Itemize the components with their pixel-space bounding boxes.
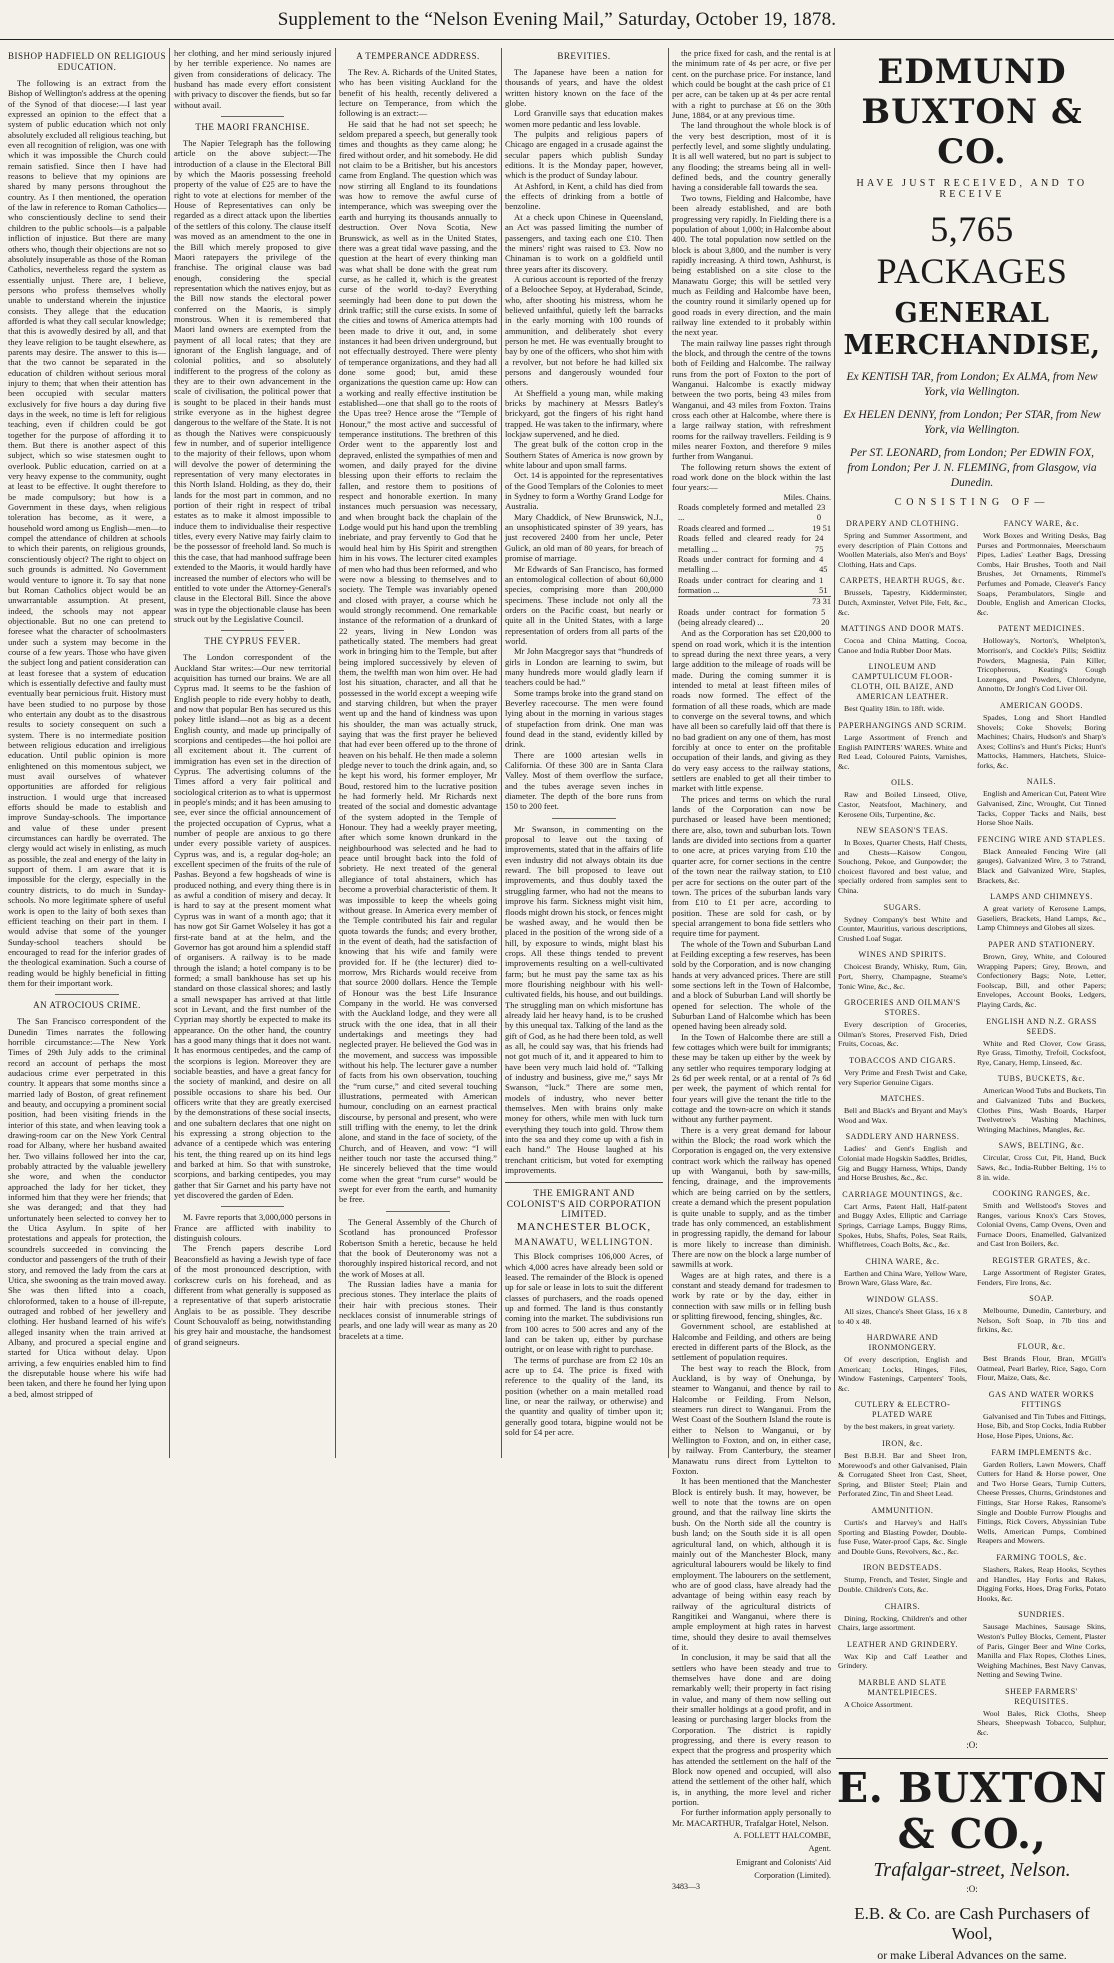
column-rule bbox=[834, 48, 835, 1458]
table-cell: Roads under contract for formation (being already cleared) ... bbox=[678, 607, 818, 627]
article-paragraph: Wages are at high rates, and there is a constant and steady demand for tradesmen to work by rate or by the day, either in connection with saw mills or in felling bush or splitting firewood, fencing, shingles, &c. bbox=[672, 1269, 831, 1321]
ad-shipment: Ex HELEN DENNY, from London; Per STAR, from New York, via Wellington. bbox=[843, 409, 1101, 436]
ad-category-description: Cocoa and China Matting, Cocoa, Canoe and India Rubber Door Mats. bbox=[838, 636, 967, 655]
ad-category-description: Cart Arms, Patent Hall, Half-patent and Buggy Axles, Elliptic and Carriage Springs, Carriage Lamps, Buggy Rims, Spokes, Hubs, Shafts, Poles, Seat Rails, Whiffletrees, Coach Bolts, &c., &c. bbox=[838, 1201, 967, 1250]
column-1 bbox=[8, 48, 166, 1458]
column-2 bbox=[174, 48, 331, 1458]
column-rule bbox=[668, 48, 669, 1458]
ad-category-title: SADDLERY AND HARNESS. bbox=[845, 1132, 960, 1142]
ad-category-description: Dining, Rocking, Children's and other Chairs, large assortment. bbox=[838, 1613, 967, 1633]
ad-category-title: TOBACCOS AND CIGARS. bbox=[849, 1056, 956, 1065]
table-cell: Roads under contract for clearing and formation ... bbox=[678, 575, 816, 595]
column-rule bbox=[501, 48, 502, 1458]
article-paragraph: Lord Granville says that education makes women more pedantic and less lovable. bbox=[505, 108, 663, 129]
ad-category-description: Spring and Summer Assortment, and every description of Plain Cottons and Woollen Materials, also Men's and Boys' Clothing, Hats and Caps. bbox=[838, 531, 967, 569]
ad-category-title: PATENT MEDICINES. bbox=[998, 624, 1085, 634]
signature-title: Agent. bbox=[808, 1844, 831, 1854]
article-paragraph: The Napier Telegraph has the following article on the above subject:—The introduction of a clause in the Electoral Bill by which the Maoris possessing freehold property of the value of £25 are to have the right to vote at elections for member of the House of Representatives can only be regarded as a direct attack upon the liberties of the settlers of this colony. The clause itself was moved as an amendment to the one in the Bill which merely proposed to give Maori ratepayers the privilege of the franchise. The original clause was bad enough, considering the special representation which the natives enjoy, but as the Bill now stands the electoral power conferred on the Maoris, is simply monstrous. When it is remembered that Maori land owners are exempted from the payment of all local rates; that they are ignorant of the English language, and of colonial politics, and so absolutely indifferent to the progress of the colony as they are to their own advancement in the scale of civilisation, the political power that is sought to be placed in their hands must strike everyone as in the highest degree dangerous to the welfare of the State. It is not as though the Natives were conspicuously few in number, and of superior intelligence to the majority of their fellows, upon whom will devolve the power of determining the representation of very many electorates in this North Island. Holding, as they do, their lands for the most part in common, and no portion of their right in respect of tribal estates as to make it almost impossible to induce them to individualise their respective titles, every every Native may fairly claim to be the possessor of freehold land. So much is this the case, that had manhood suffrage been extended to the Maoris, it would hardly have increased the number of electors who will be entitled to vote under the Attorney-General's clause in the Electoral Bill. Since the above was in type the objectionable clause has been struck out by the Legislative Council. bbox=[174, 138, 331, 624]
ad-category-title: OILS. bbox=[891, 778, 914, 788]
column-4 bbox=[505, 48, 663, 1458]
emigrant-block-location: MANAWATU, WELLINGTON. bbox=[514, 1236, 654, 1247]
article-paragraph: M. Favre reports that 3,000,000 persons in France are afflicted with inability to distinguish colours. bbox=[174, 1212, 331, 1244]
ad-category-description: Stump, French, and Tester, Single and Double. Children's Cots, &c. bbox=[838, 1575, 967, 1594]
table-cell: 73 31 bbox=[812, 597, 831, 607]
article-paragraph: The pulpits and religious papers of Chicago are engaged in a crusade against the secular papers which publish Sunday editions. It is the Monday paper, however, which is the product of Sunday labour. bbox=[505, 129, 663, 181]
article-paragraph: The great bulk of the cotton crop in the Southern States of America is now grown by white labour and upon small farms. bbox=[505, 439, 663, 471]
divider bbox=[55, 994, 118, 995]
ad-category-description: Wax Kip and Calf Leather and Grindery. bbox=[838, 1651, 967, 1671]
article-paragraph: Oct. 14 is appointed for the representatives of the Good Templars of the Colonies to meet in Sydney to form a Worthy Grand Lodge for Australia. bbox=[505, 470, 663, 512]
article-paragraph: There is a very great demand for labour within the Block; the road work which the Corporation is engaged on, the very extensive contract work which the railway has opened up with Wanganui, both by saw-mills, fencing, drainage, and the improvements which are being carried on by the settlers, create a demand which the present population is quite unable to supply, and as the timber trade has only commenced, an establishment in progressing rapidly, the demand for labour is more likely to increase than diminish. There are now on the block a large number of sawmills at work. bbox=[672, 1124, 831, 1270]
table-row bbox=[678, 608, 831, 629]
divider bbox=[552, 818, 615, 819]
column-5 bbox=[672, 48, 831, 1891]
ad-reference: 3483—3 bbox=[672, 1881, 700, 1891]
ad-category-title: MATTINGS AND DOOR MATS. bbox=[840, 624, 965, 634]
article-title: A TEMPERANCE ADDRESS. bbox=[356, 51, 480, 61]
ad-category-title: SOAP. bbox=[1029, 1294, 1054, 1304]
article-paragraph: The following return shows the extent of road work done on the block within the last four years:— bbox=[672, 461, 831, 493]
ad-category-description: Earthen and China Ware, Yellow Ware, Brown Ware, Glass Ware, &c. bbox=[838, 1268, 967, 1288]
table-row bbox=[678, 596, 831, 607]
emigrant-heading: THE EMIGRANT AND COLONIST'S AID CORPORATION LIMITED. bbox=[506, 1189, 662, 1221]
ad-category-description: Large Assortment of French and English PAINTERS' WARES. White and Red Lead, Coloured Paints, Varnishes, &c. bbox=[838, 732, 967, 771]
ad-category-title: AMMUNITION. bbox=[871, 1506, 934, 1516]
ad-category-title: CUTLERY & ELECTRO-PLATED WARE bbox=[854, 1400, 951, 1420]
article-paragraph: Mr John Macgregor says that “hundreds of girls in London are learning to swim, but many hundreds more would gladly learn if teachers could be had.” bbox=[505, 646, 663, 688]
divider bbox=[505, 1182, 663, 1183]
table-cell: Roads cleared and formed ... bbox=[678, 523, 775, 533]
article-title: BREVITIES. bbox=[557, 51, 611, 61]
ad-category-title: FARMING TOOLS, &c. bbox=[996, 1552, 1087, 1562]
ad-shipment: Ex KENTISH TAR, from London; Ex ALMA, from New York, via Wellington. bbox=[846, 371, 1098, 398]
article-paragraph: The General Assembly of the Church of Scotland has pronounced Professor Robertson Smith a heretic, because he held that the book of Deuteronomy was not a thoroughly inspired historical record, and not the work of Moses at all. bbox=[339, 1216, 497, 1279]
ad-category-title: SUNDRIES. bbox=[1018, 1610, 1065, 1620]
ad-category-description: Black Annealed Fencing Wire (all gauges), Galvanized Wire, 3 to 7strand, Black and Galvanized Wire, Staples, Brackets, &c. bbox=[977, 846, 1106, 885]
ad-category-description: by the best makers, in great variety. bbox=[844, 1422, 955, 1432]
ad-category-title: AMERICAN GOODS. bbox=[999, 700, 1084, 710]
ad-category-title: MARBLE AND SLATE MANTELPIECES. bbox=[858, 1677, 947, 1697]
ad-category-description: Smith and Wellstood's Stoves and Ranges, various Knox's Cars Stoves, Colonial Ovens, Camp Ovens, Oven and Furnace Doors, Enamelled, Galvanized and Cast Iron Boilers, &c. bbox=[977, 1201, 1106, 1249]
ad-categories bbox=[836, 512, 1108, 1738]
ad-category-title: SUGARS. bbox=[883, 902, 922, 912]
table-cell: Roads felled and cleared ready for metalling ... bbox=[678, 534, 812, 554]
article-paragraph: Mr Swanson, in commenting on the proposal to leave out the taxing of improvements, stated that in the affairs of life even industry did not always obtain its due reward. The bill proposed to leave out improvements, and thus doubly taxed the struggling farmer, who had not the means to improve his farm. Sickness might visit him, floods might drown his stock, or fences might be washed away, and he would then be placed in the position of the wrong side of a hill, by exposure to winds, might blast his crops. All these things tended to prevent improvements resulting on a well-cultivated farm; but he must pay the same tax as his more flourishing neighbour with his well-cultivated fields, his house, and out buildings. The struggling man on which misfortune has already laid her heavy hand, is to be crushed by this unequal tax. Talking of the land as the gift of God, as he had there been told, as well as all, he could say was, that his friends had not got much of it, and it appeared to him to have been very much laid hold of. “Talking of industry and business, give me,” says Mr Swanson, “luck.” There are some men, models of industry, who never better themselves. Men with brains only make money for others, while men with luck turn everything they touch into gold. Throw them into the sea and they come up with a fish in each hand.” The House laughed at his trenchant criticism, but voted for exempting improvements. bbox=[505, 823, 664, 1176]
ad-consisting: CONSISTING OF— bbox=[894, 497, 1050, 508]
ad-category-title: WINES AND SPIRITS. bbox=[858, 950, 947, 960]
signature-org: Corporation (Limited). bbox=[754, 1871, 831, 1881]
ad-category-description: Spades, Long and Short Handled Shovels; Coke Shovels; Boring Machines; Chairs, Hudson's and Sharp's Axes; Collins's and Hunt's Picks; Hunt's Mattocks, Hammers, Hatchets, Sluice-forks, &c. bbox=[977, 712, 1106, 770]
column-rule bbox=[335, 48, 336, 1458]
ad-category-title: FANCY WARE, &c. bbox=[1003, 519, 1080, 528]
column-3 bbox=[339, 48, 497, 1458]
ad-packages: 5,765 PACKAGES bbox=[876, 209, 1068, 291]
ad-category-description: Brown, Grey, White, and Coloured Wrapping Papers; Grey, Brown, and Confectionery Bags; Note, Letter, Foolscap, Bill, and other Papers; Envelopes, Account Books, Ledgers, Playing Cards, &c. bbox=[977, 952, 1106, 1009]
table-row bbox=[678, 524, 831, 534]
ad-category-title: NEW SEASON'S TEAS. bbox=[856, 826, 949, 836]
article-paragraph: The Japanese have been a nation for thousands of years, and have the oldest written history known on the face of the globe. bbox=[505, 67, 663, 109]
table-cell: 23 0 bbox=[816, 503, 826, 523]
table-row bbox=[678, 503, 831, 524]
article-title: THE MAORI FRANCHISE. bbox=[195, 122, 310, 133]
ad-category-title: FENCING WIRE AND STAPLES. bbox=[977, 834, 1106, 844]
road-table bbox=[672, 503, 831, 628]
article-paragraph: The best way to reach the Block, from Auckland, is by way of Onehunga, by steamer to Wanganui, and thence by rail to Halcombe or Feilding. From Nelson, steamers run direct to Wanganui. From the West Coast of the Southern Island the route is either to Nelson to Wanganui, or by Wellington to Foxton, and on, in either case, by railway. From Canterbury, the steamer Manawatu runs direct from Lyttelton to Foxton. bbox=[672, 1362, 831, 1477]
ad-category-title: GAS AND WATER WORKS FITTINGS bbox=[988, 1389, 1095, 1409]
article-paragraph: her clothing, and her mind seriously injured by her terrible experience. No names are given from considerations of delicacy. The husband has made every effort consistent with privacy to discover the fiends, but so far without avail. bbox=[174, 48, 331, 110]
road-table-header: Miles. Chains. bbox=[783, 492, 831, 502]
ad-category-title: IRON, &c. bbox=[882, 1439, 923, 1449]
article-paragraph: The prices and terms on which the rural lands of the Corporation can now be purchased or leased have been mentioned; there are, also, town and suburban lots. Town lands are divided into sections from a quarter to one acre, at prices varying from £10 the quarter acre, for corner sections in the centre of the town near the railway station, to £10 per acre for sections on the outer part of the town. The prices of the suburban lands vary from £10 to £1 per acre, according to position. These are sold for cash, or by special arrangement to bona fide settlers who require time for payment. bbox=[672, 793, 831, 939]
article-paragraph: Government school, are established at Halcombe and Feilding, and others are being erected in different parts of the Block, as the settlement of population requires. bbox=[672, 1321, 831, 1363]
article-paragraph: Some tramps broke into the grand stand on Beverley racecourse. The men were found lying about in the morning in various stages of stupefaction from drink. One man was found dead in the stand, evidently killed by drink. bbox=[505, 687, 663, 750]
article-paragraph: And as the Corporation has set £20,000 to spend on road work, which it is the intention to spread during the next three years, a very large addition to the mileage of roads will be made. During the coming summer it is intended to metal at least fifteen miles of roads now formed. The effect of the formation of all these roads, which are made to converge on the several towns, and which have all been so carefully laid off that there is no bad gradient on any one of them, has most forcibly at once to enter on the profitable occupation of their lands, and giving as they do very easy access to the railway stations, settlers are enabled to get all their timber to market with little expense. bbox=[672, 628, 831, 794]
ad-category-description: Large Assortment of Register Grates, Fenders, Fire Irons, &c. bbox=[977, 1268, 1106, 1287]
ad-category-title: CHINA WARE, &c. bbox=[865, 1256, 940, 1266]
article-paragraph: The Rev. A. Richards of the United States, who has been visiting Auckland for the benefit of his health, recently delivered a lecture on Temperance, from which the following is an extract:— bbox=[339, 67, 497, 119]
article-paragraph: At a check upon Chinese in Queensland, an Act was passed limiting the number of passengers, and taxing each one £10. Then the miners' right was raised to £3. Now no Chinaman is to work on a goldfield until three years after its discovery. bbox=[505, 211, 663, 274]
table-cell: Roads completely formed and metalled ... bbox=[678, 503, 813, 523]
ad-category-description: All sizes, Chance's Sheet Glass, 16 x 8 to 40 x 48. bbox=[838, 1306, 967, 1326]
ad-category-description: Holloway's, Norton's, Whelpton's, Morrison's, and Cockle's Pills; Seidlitz Powders, Magnesia, Pain Killer, Tricopherous, Keating's Cough Lozenges, and Powders, Chlorodyne, Annotto, Dr Jongh's Cod Liver Oil. bbox=[977, 636, 1106, 694]
ad-category-description: A great variety of Kerosene Lamps, Gaseliers, Brackets, Hand Lamps, &c., Lamp Chimneys and Globes all sizes. bbox=[977, 904, 1106, 933]
ad-category-title: MATCHES. bbox=[880, 1094, 925, 1104]
article-paragraph: Two towns, Fielding and Halcombe, have been already established, and are both progressing very rapidly. In Fielding there is a population of about 1,000; in Halcombe about 400. The total population now settled on the block is about 3,800, and the number is very rapidly increasing. A third town, Ashhurst, is being established on a site close to the Manawatu Gorge; this will be settled very much as Feilding and Halcombe have been, the country round it similarly opened up for good roads in every direction, and the main railway line extended to it probably within the next year. bbox=[672, 192, 831, 338]
ad-category-description: Choicest Brandy, Whisky, Rum, Gin, Port, Sherry, Champagne, Steame's Tonic Wine, &c., &c. bbox=[838, 962, 967, 991]
signature-org: Emigrant and Colonists' Aid bbox=[736, 1857, 831, 1867]
ad-category-title: REGISTER GRATES, &c. bbox=[992, 1256, 1091, 1266]
article-paragraph: The land throughout the whole block is of the very best description, most of it is perfectly level, and some slightly undulating. It is all well watered, but no part is subject to any flooding; the streams being all in well-defined beds, and the country generally having a considerable fall towards the sea. bbox=[672, 120, 831, 193]
ad-category-description: In Boxes, Quarter Chests, Half Chests, and Chests—Kaisow Congou, Souchong, Pekoe, and Gunpowder; the choicest flavored and best value, and specially ordered from samples sent to China. bbox=[838, 838, 967, 896]
ad-firm-name: EDMUND BUXTON & CO. bbox=[861, 52, 1083, 172]
ad-shipment: Per ST. LEONARD, from London; Per EDWIN FOX, from London; Per J. N. FLEMING, from Glasgow, via Dunedin. bbox=[847, 447, 1097, 489]
ad-category-title: HARDWARE AND IRONMONGERY. bbox=[866, 1333, 939, 1353]
article-title: BISHOP HADFIELD ON RELIGIOUS EDUCATION. bbox=[8, 51, 166, 72]
article-paragraph: The London correspondent of the Auckland Star writes:—Our new territorial acquisition has turned our brains. We are all Cyprus mad. It seems to be the fashion of English people to ride every hobby to death, and now that popular Ben has secured us this pokey little island—not as big as a decent English county, and made up principally of scorpions and centipedes—the hoi polloi are all excitement about it. The current of immigration has even set in the direction of Cyprus. The advertising columns of the Times afford a very fair political and sociological criterion as to what is uppermost in people's minds; and it has been amusing to see, ever since the official announcement of the projected occupation of Cyprus, what a number of people are anxious to go there under every possible variety of auspices. Cyprus was, and is, a regular dog-hole; an excellent specimen of the fruits of the rule of Pashas. Beyond a few hogsheads of wine is produced nothing, and every thing there is in as awful a condition of misery and decay. It is hard to say at the present moment what Cyprus was in want of a month ago; that it has now got Sir Garnet Wolseley it has got a first-rate band at at the helm, and the Governor has got around him a splendid staff of organisers. A railway is to be made through the island; a hotel company is to be formed; a small bankhouse has set up his standard on those classical shores; and lastly a small newspaper has arrived at that little scot in Levant, and the first number of the Cyprian may shortly be expected to make its appearance. On the other hand, the country has a good many things that it does not want. It has enormous centipedes, and the camp of the scorpions is legion. Moreover they are sociable beasties, and have a great fancy for the society of mankind, and desire on all possible occasions to share his bed. Our officers write that they are greatly exercised by the demonstrations of these social insects, and one subaltern declares that one night on his expressing a strong objection to the advance of a centipede which was entering his tent, the thing reared up on its hind legs and barked at him. So that with sunstroke, scorpions, and barking centipedes, you may gather that Sir Garnet and his party have not yet discovered the garden of Eden. bbox=[174, 652, 331, 1201]
article-paragraph: In conclusion, it may be said that all the settlers who have been steady and true to themselves have done and are doing remarkably well; their property in fact rising in value, and many of them now selling out their smaller holdings at a good profit, and in leasing or purchasing larger blocks from the Corporation. The district is rapidly progressing, and there is every reason to expect that the progress and prosperity which has attended the settlement on the half of the Block now opened and occupied, will also attend the settlement of the other half, which is, in anything, the more level and richer portion. bbox=[672, 1652, 831, 1808]
article-paragraph: The San Francisco correspondent of the Dunedin Times narrates the following horrible circumstance:—The New York Times of 29th July adds to the criminal record an account of perhaps the most audacious crime ever perpetrated in this country. It appears that some months since a married lady of Boston, of great refinement and beauty, and occupying a prominent social position, had been visiting friends in the interior of this state, and when leaving took a drawing-room car on the New York Central road for Albany, where her husband awaited her. Two villains followed her into the car, probably attracted by the valuable jewellery she wore, and when the conductor approached the lady for her ticket, they informed him that they were her friends; that she was deranged; and that they had unfortunately been selected to convey her to the Utica Asylum. In spite of her protestations and appeals for protection, the scoundrels succeeded in convincing the conductor and passengers of the truth of their story, and removed the lady from the cars at Utica, she swooning as the train moved away. She was then lifted into a coach, chloroformed, taken to a house of ill-repute, outraged and robbed of her jewellery and clothing. Her husband learned of his wife's alleged insanity when the train arrived at Albany, and procured a special engine and started for Utica without delay. Upon arriving, a few enquiries enabled him to find the disreputable house where his wife had been taken, and there he found her lying upon a bed, almost stripped of bbox=[8, 1016, 166, 1399]
ad-category-description: Ladies' and Gent's English and Colonial made Hogskin Saddles, Bridles, Gig and Buggy Harness, Whips, Dandy and Horse Brushes, &c., &c. bbox=[838, 1144, 967, 1183]
ad-category-title: LINOLEUM AND CAMPTULICUM FLOOR-CLOTH, OIL BAIZE, AND AMERICAN LEATHER. bbox=[851, 662, 954, 702]
table-cell: 24 75 bbox=[815, 534, 824, 554]
article-paragraph: In the Town of Halcombe there are still a few cottages which were built for immigrants; these may be taken up either by the week by any settler who requires temporary lodging at 2s 6d per week rental, or at a rental of 7s 6d per week, the payment of which rental for four years will give the tenant the title to the cottage and the town-acre on which it stands without any further payment. bbox=[672, 1031, 831, 1125]
article-title: THE CYPRUS FEVER. bbox=[204, 636, 301, 647]
table-row bbox=[678, 555, 831, 576]
ad-category-description: Sydney Company's best White and Counter, Mauritius, various descriptions, Crushed Loaf Sugar. bbox=[838, 914, 967, 943]
article-paragraph: At Sheffield a young man, while making bricks by machinery at Messrs Batley's brickyard, got the fingers of his right hand trapped. He was taken to the infirmary, where lockjaw supervened, and he died. bbox=[505, 387, 663, 440]
table-row bbox=[678, 576, 831, 597]
ad-category-title: LEATHER AND GRINDERY. bbox=[847, 1639, 958, 1649]
ad-category-title: COOKING RANGES, &c. bbox=[992, 1189, 1091, 1199]
divider bbox=[221, 116, 284, 117]
ad-category-title: NAILS. bbox=[1026, 777, 1057, 787]
ad-category-description: Garden Rollers, Lawn Mowers, Chaff Cutters for Hand & Horse power, One and Two Horse Gears, Turnip Cutters, Cheese Presses, Churns, Grindstones and Fittings, Star Horse Rakes, Ransome's Single and Double Furrow Ploughs and Fittings, Rick Covers, Abyssinian Tube Wells, American Pumps, Combined Reapers and Mowers. bbox=[977, 1459, 1106, 1546]
masthead: Supplement to the “Nelson Evening Mail,” Saturday, October 19, 1878. bbox=[0, 0, 1114, 40]
ad-category-description: Best B.B.H. Bar and Sheet Iron, Morewood's and other Galvanised, Plain & Corrugated Sheet Iron Cast, Sheet, Spring, and Blister Steel; Plain and Perforated Zinc, Tin and Sheet Lead. bbox=[838, 1451, 967, 1499]
article-paragraph: The main railway line passes right through the block, and through the centre of the towns both of Feilding and Halcombe. The railway runs from the port of Foxton to the port of Wanganui. Halcombe is exactly midway between the two ports, being 43 miles from Wanganui, and 43 miles from Foxton. Trains cross each other at Halcombe, where there is a large railway station, with refreshment rooms for the railway travellers. Feilding is 9 miles nearer Foxton, and therefore 9 miles further from Wanganui. bbox=[672, 337, 831, 462]
ad-category-description: A Choice Assortment. bbox=[844, 1699, 913, 1709]
ad-have-received: HAVE JUST RECEIVED, AND TO RECEIVE bbox=[856, 178, 1088, 200]
article-paragraph: Mary Chaddick, of New Brunswick, N.J., an unsophisticated spinster of 39 years, has just recovered 2400 from her uncle, Peter Gulick, an old man of 80 years, for breach of promise of marriage. bbox=[505, 511, 663, 564]
ad-category-title: CHAIRS. bbox=[884, 1601, 921, 1611]
ad-category-description: Every description of Groceries, Oilman's Stores, Preserved Fish, Dried Fruits, Cocoas, &c. bbox=[838, 1020, 967, 1049]
article-paragraph: At Ashford, in Kent, a child has died from the effects of drinking from a bottle of benzoline. bbox=[505, 180, 663, 212]
ad-separator: :O: bbox=[966, 1883, 978, 1894]
article-title: AN ATROCIOUS CRIME. bbox=[33, 1000, 141, 1011]
article-paragraph: For further information apply personally to Mr. MACARTHUR, Trafalgar Hotel, Nelson. bbox=[672, 1807, 831, 1828]
ad-category-title: CARPETS, HEARTH RUGS, &c. bbox=[839, 576, 966, 586]
table-cell: 5 20 bbox=[821, 607, 830, 627]
ad-category-title: LAMPS AND CHIMNEYS. bbox=[990, 892, 1093, 902]
article-paragraph: The terms of purchase are from £2 10s an acre up to £4. The price is fixed with reference to the quality of the land, its position (whether on a main metalled road line, or near the railway, or otherwise) and the quantity and quality of timber upon it; generally good totara, bigpine would not be sold for £4 per acre. bbox=[505, 1354, 663, 1437]
article-paragraph: The French papers describe Lord Beaconsfield as having a Jewish type of face of the most pronounced description, with corkscrew curls on his forehead, and as different from what generally is supposed as a representative of that superb aristocratie Anglais to be as possible. They describe Count Schouvaloff as being, notwithstanding his grey hair and moustache, the handsomest of grand seigneurs. bbox=[174, 1243, 331, 1347]
article-paragraph: It has been mentioned that the Manchester Block is entirely bush. It may, however, be well to note that the towns are on open ground, and that the railway line skirts the bush. On the North side all the country is bush land; on the South side it is all open agricultural land, on which, although it is mainly out of the Manchester Block, many agricultural labourers would be likely to find employment. The labourers on the settlement, who are of good class, have already had the advantage of being within easy reach by railway of the agricultural districts of Rangitikei and Wanganui, where there is ample employment at high rates in harvest time, should they desire to avail themselves of it. bbox=[672, 1476, 831, 1652]
ad-category-title: SAWS, BELTING, &c. bbox=[998, 1141, 1085, 1151]
article-paragraph: Mr Edwards of San Francisco, has formed an entomological collection of about 60,000 species, comprising more than 200,000 specimens. These include not only all the orders on the Pacific coast, but nearly or quite all in the United States, with a large representation of orders from all parts of the world. bbox=[505, 563, 663, 646]
divider bbox=[221, 1206, 284, 1207]
column-rule bbox=[169, 48, 170, 1458]
divider bbox=[836, 1758, 1108, 1759]
table-cell: 4 45 bbox=[819, 554, 828, 575]
ad-category-description: Wool Bales, Rick Cloths, Sheep Shears, Sheepwash Tobacco, Sulphur, &c. bbox=[977, 1708, 1106, 1738]
table-cell: 1 51 bbox=[819, 575, 828, 595]
ad-category-title: IRON BEDSTEADS. bbox=[863, 1563, 942, 1573]
ad-categories-left bbox=[838, 512, 967, 1738]
ad-category-title: SHEEP FARMERS' REQUISITES. bbox=[1005, 1686, 1078, 1706]
article-paragraph: There are 1000 artesian wells in California. Of these 300 are in Santa Clara Valley. Most of them overflow the surface, and the tubes average seven inches in diameter. The depth of the bore runs from 150 to 200 feet. bbox=[505, 749, 663, 812]
ad-category-title: TUBS, BUCKETS, &c. bbox=[997, 1074, 1086, 1084]
ad-category-title: WINDOW GLASS. bbox=[866, 1294, 939, 1304]
article-paragraph: This Block comprises 106,000 Acres, of which 4,000 acres have already been sold or leased. The remainder of the Block is opened up for sale or lease in lots to suit the different classes of purchasers, and the roads opened up and formed. The land is thus constantly coming into the market. The subdivisions run from 100 acres to 500 acres and any of the land can be taken up, either by purchase outright, or on lease with right to purchase. bbox=[505, 1251, 663, 1355]
ad-cash-purchasers: E.B. & Co. are Cash Purchasers of Wool, bbox=[854, 1903, 1090, 1943]
ad-category-title: ENGLISH AND N.Z. GRASS SEEDS. bbox=[986, 1016, 1097, 1036]
article-paragraph: The Russian ladies have a mania for precious stones. They interlace the plaits of their hair with precious stones. Their necklaces consist of innumerable strings of pearls, and one lady will wear as many as 20 bracelets at a time. bbox=[339, 1278, 497, 1341]
ad-category-title: DRAPERY AND CLOTHING. bbox=[846, 519, 959, 528]
ad-category-description: Work Boxes and Writing Desks, Bag Purses and Portmonnaies, Meerschaum Pipes, Ladies' Leather Bags, Dressing Combs, Hair Brushes, Tooth and Nail Brushes, Jet Ornaments, Rimmel's Perfumes and Pomade, Cleaver's Fancy Soaps, Perambulators, Single and Double, English and American Clocks, &c. bbox=[977, 531, 1106, 617]
ad-separator: :O: bbox=[966, 1739, 978, 1750]
ad-category-description: Very Prime and Fresh Twist and Cake, very Superior Genuine Cigars. bbox=[838, 1068, 967, 1087]
ad-category-description: Sausage Machines, Sausage Skins, Weston's Pulley Blocks, Cement, Plaster of Paris, Ginger Beer and Wine Corks, Manilla and Flax Ropes, Clothes Lines, Weighing Machines, Best Navy Canvas, Netting and Sewing Twine. bbox=[977, 1622, 1106, 1680]
ad-category-description: Brussels, Tapestry, Kidderminster, Dutch, Axminster, Velvet Pile, Felt, &c., &c. bbox=[838, 588, 967, 617]
ad-category-title: CARRIAGE MOUNTINGS, &c. bbox=[842, 1189, 963, 1199]
ad-street: Trafalgar-street, Nelson. bbox=[873, 1858, 1071, 1881]
article-paragraph: He said that he had not set speech; he seldom prepared a speech, but generally took times and thoughts as they came along; he fired without order, and hit somebody. He did not claim to be a Britisher, but his ancestors came from England. The question which was now stirring all England to its foundations was how to remove the awful curse of intemperance, which was sweeping over the earth and hurrying its thousands annually to destruction. Over Nova Scotia, New Brunswick, as well as in the United States, there was a great tidal wave passing, and the question at the heart of every thinking man was what shall be done with the great rum curse, as he called it, which is the greatest curse of the world to-day? Everything seemingly had been done to put down the drink traffic; still the curse exists. In some of the cities and towns of America attempts had been made to drive it out, and, in some instances it had been driven underground, but not effectually destroyed. There were plenty of temperance organizations, and they had all done some good; but, amid these organizations the question came up: How can a working and really effective institution be established—one that shall go to the roots of the Upas tree? Hence arose the “Temple of Honour,” the most active and successful of temperance institutions. The brethren of this Order went to the apparently lost and depraved, enlisted the sympathies of men and women, and daily prayed for the divine blessing upon their efforts to reclaim the fallen, and restore them to positions of respect and honorable exertion. In many instances much persuasion was necessary, and when brought back the chaplain of the Lodge would put his hand upon the trembling inebriate, and pray fervently to God that he would heal him by His Spirit and strengthen him in his vows. The lecturer cited examples of men who had thus been reformed, and who were now a blessing to themselves and to society. The Temple was invariably opened and closed with prayer, a course which he would strongly recommend. One remarkable instance of the reformation of a drunkard of 22 years, living in New London was pathetically stated. The members had great work in bringing him to the Temple, but after being implored successively by eleven of them, the twelfth man won him over. He had lost his situation, character, and all that he possessed in the world except a weeping wife and starving children, but when the prayer went up and the hand of kindness was upon his shoulder, the man was actually struck, saying that was the first prayer he believed that had ever been offered up to the throne of heaven on his behalf. He then made a solemn pledge never to touch the drink again, and, so he kept his word, his former employer, Mr Boud, restored him to the lucrative position he had formerly held. Mr Richards next treated of the social and domestic advantage of the system adopted in the Temple of Honour. They had a weekly prayer meeting, after which some known drunkard in the neighbourhood was selected and he had to peace until brought back into the fold of sobriety. He next treated of the general allegiance of total abstainers, which has become a proverbial characteristic of them. It was impossible to keep the wheels going without grease. In America every member of the Temple contributed his fair and regular quota towards the funds; and every brother, in the event of death, had the satisfaction of knowing that his wife and family were provided for. If he (the lecturer) died to-morrow, Mrs Richards would receive from that source 2000 dollars. Hence the Temple of Honour was the best Life Insurance Company in the world. He was conversed with the Auckland lodge, and they were all struck with the one idea, that in all their undertakings and meetings they had neglected prayer. He believed the God was in the movement, and success was impossible without his help. The lecturer gave a number of facts from his own observation, touching the “rum curse,” and cited several touching illustrations, permeated with American humour, concluding on an earnest practical discourse, by personal and present, who were still trifling with the enemy, to let the drink alone, and stand in the face of society, of the Church, and of Heaven, and vow: “I will neither touch nor taste the accursed thing.” He sincerely believed that the time would come when the great “rum curse” would be swept for ever from the earth, and humanity be free. bbox=[339, 118, 497, 1205]
ad-category-description: Galvanised and Tin Tubes and Fittings, Hose, Bib, and Stop Cocks, India Rubber Hose, Hose Pipes, Unions, &c. bbox=[977, 1411, 1106, 1440]
ad-category-title: FARM IMPLEMENTS &c. bbox=[991, 1447, 1092, 1457]
ad-category-description: Slashers, Rakes, Reap Hooks, Scythes and Handles, Hay Forks and Rakes, Digging Forks, Hoes, Drag Forks, Potato Hooks, &c. bbox=[977, 1564, 1106, 1603]
divider bbox=[386, 1211, 449, 1212]
emigrant-block-title: MANCHESTER BLOCK, bbox=[516, 1221, 652, 1234]
ad-category-description: Best Brands Flour, Bran, M'Gill's Oatmeal, Pearl Barley, Rice, Sago, Corn Flour, Maize, Oats, &c. bbox=[977, 1354, 1106, 1383]
ad-company-name: E. BUXTON & CO., bbox=[836, 1763, 1108, 1858]
advertisement bbox=[836, 48, 1108, 1962]
ad-category-description: Circular, Cross Cut, Pit, Hand, Buck Saws, &c., India-Rubber Belting, 1½ to 8 in. wide. bbox=[977, 1153, 1106, 1182]
ad-liberal-advances: or make Liberal Advances on the same. bbox=[877, 1947, 1067, 1962]
article-paragraph: The whole of the Town and Suburban Land at Feilding excepting a few reserves, has been sold by the Corporation, and is now changing hands at very advanced prices. There are still some sections left in the Town of Halcombe, and a block of Suburban Land will shortly be opened for selection. The whole of the Suburban Land of Halcombe which has been opened having been already sold. bbox=[672, 938, 831, 1032]
ad-category-description: White and Red Clover, Cow Grass, Rye Grass, Timothy, Trefoil, Cocksfoot, Rye, Canary, Hemp, Linseed, &c. bbox=[977, 1038, 1106, 1067]
ad-category-description: Best Quality 18in. to 18ft. wide. bbox=[844, 704, 945, 714]
divider bbox=[221, 630, 284, 631]
ad-category-description: Curtis's and Harvey's and Hall's Sporting and Blasting Powder, Double-fuse Fuse, Water-proof Caps, &c. Single and Double Guns, Revolvers, &c., &c. bbox=[838, 1518, 967, 1556]
ad-category-title: FLOUR, &c. bbox=[1017, 1342, 1066, 1352]
signature-name: A. FOLLETT HALCOMBE, bbox=[733, 1831, 831, 1841]
table-cell: 19 51 bbox=[812, 523, 831, 533]
ad-category-description: Melbourne, Dunedin, Canterbury, and Nelson, Soft Soap, in 7lb tins and firkins, &c. bbox=[977, 1306, 1106, 1335]
article-paragraph: The following is an extract from the Bishop of Wellington's address at the opening of the Synod of that diocese:—I last year expressed an opinion to the effect that a system of public education which not only absolutely excluded all religious teaching, but even all recognition of religion, was one with which it was impossible the Church could remain satisfied. Since then I have had reasons to believe that my opinions are shared by many persons throughout the country. As I then mentioned, the operation of the law in reference to Roman Catholics—who conscientiously decline to send their children to the public schools—is a palpable infliction of injustice. But there are many others who, though their objections are not so absolutely insuperable as those of the Roman Catholics, nevertheless regard the system as essentially unjust. There are, I believe, persons who profess themselves wholly unable to understand wherein the injustice consists. They allege that the education afforded is what they call secular knowledge; that this is avowedly desired by all, and that they leave religion to be taught elsewhere, as parents may desire. The answer to this is—that the two cannot be separated in the education of children without serious moral injury to them; that when their attention has been occupied with secular matters exclusively for five hours a day during five days in the week, no time is left for religious teaching, even if children could be got together for the purpose of affording it to them. But there is another aspect of this subject, which so wise statesmen ought to overlook. Public education, carried on at a very heavy expense to the community, ought at least to be effective. It ought therefore to be made compulsory; but how is a Government in these days, when religious toleration has become, as it were, a household word among us English—men—to compel the attendance of children at schools to which their parents, on religious grounds, conscientiously object? The right to object on such grounds is admitted. No Government would venture to ignore it. To say that none but Roman Catholics object would be an unwarrantable assumption. At present, indeed, the schools may not appear objectionable. But no one can pretend to foresee what the character of schoolmasters under such a system may become in the course of a few years. Those who have given the subject long and patient consideration can at least foresee that a system of education which is essentially defective and faulty must eventually bear pernicious fruit. History must have been studied to no purpose by those who entertain any doubt as to the disastrous results to society consequent on such a system. There is no intermediate position between religious education and irreligious education. Until public opinion is more enlightened on this momentous subject, we must avail ourselves of whatever opportunities are afforded for religious instruction. I would urge that increased efforts should be made to establish and improve Sunday-schools. The importance and value of these under present circumstances can hardly be overrated. The clergy would act wisely in enlisting, as much as possible, the zeal and energy of the laity in support of them. I am aware that it is impossible for the clergy, especially in the country districts, to do much in Sunday-schools. No more legitimate sphere of useful work is open to the laity of both sexes than efficient teaching on their part in them. I would advise that some of the younger Sunday-school teachers should be encouraged to read for the inferior grades of the theological examination. Such a course of reading would be highly beneficial in fitting them for their important work. bbox=[8, 78, 166, 988]
ad-category-description: Of every description, English and American; Locks, Hinges, Files, Window Fastenings, Carpenters' Tools, &c. bbox=[838, 1355, 967, 1393]
ad-category-description: English and American Cut, Patent Wire Galvanised, Zinc, Wrought, Cut Tinned Tacks, Copper Tacks and Nails, best Horse Shoe Nails. bbox=[977, 789, 1106, 828]
ad-category-title: PAPERHANGINGS AND SCRIM. bbox=[838, 720, 967, 730]
ad-categories-right bbox=[977, 512, 1106, 1738]
ad-category-title: GROCERIES AND OILMAN'S STORES. bbox=[844, 998, 961, 1018]
ad-category-description: American Wood Tubs and Buckets, Tin and Galvanized Tubs and Buckets, Clothes Pins, Wash Boards, Harper Twelvetree's Washing Machines, Wringing Machines, Mangles, &c. bbox=[977, 1086, 1106, 1134]
article-paragraph: the price fixed for cash, and the rental is at the minimum rate of 4s per acre, or five per cent. on the purchase price. For instance, land which could be bought at the cash price of £1 per acre, can be taken up at 4s per acre rental with a right to purchase at £6 on the 30th June, 1884, or at any previous time. bbox=[672, 48, 831, 121]
ad-general-merchandise: GENERAL MERCHANDISE, bbox=[843, 298, 1101, 361]
article-paragraph: A curious account is reported of the frenzy of a Beloochee Sepoy, at Hyderabad, Scinde, who, after shooting his mistress, whom he believed unfaithful, quietly left the barracks in the early morning with 100 rounds of ammunition, and deliberately shot every person he met. He was eventually brought to bay by one of the officers, who shot him with a revolver, but not before he had killed six persons and dangerously wounded four others. bbox=[505, 273, 663, 388]
ad-category-title: PAPER AND STATIONERY. bbox=[988, 940, 1095, 949]
ad-category-description: Raw and Boiled Linseed, Olive, Castor, Neatsfoot, Machinery, and Kerosene Oils, Turpentine, &c. bbox=[838, 790, 967, 819]
table-row bbox=[678, 534, 831, 555]
ad-category-description: Bell and Black's and Bryant and May's Wood and Wax. bbox=[838, 1106, 967, 1125]
table-cell: Roads under contract for forming and metalling ... bbox=[678, 554, 816, 575]
